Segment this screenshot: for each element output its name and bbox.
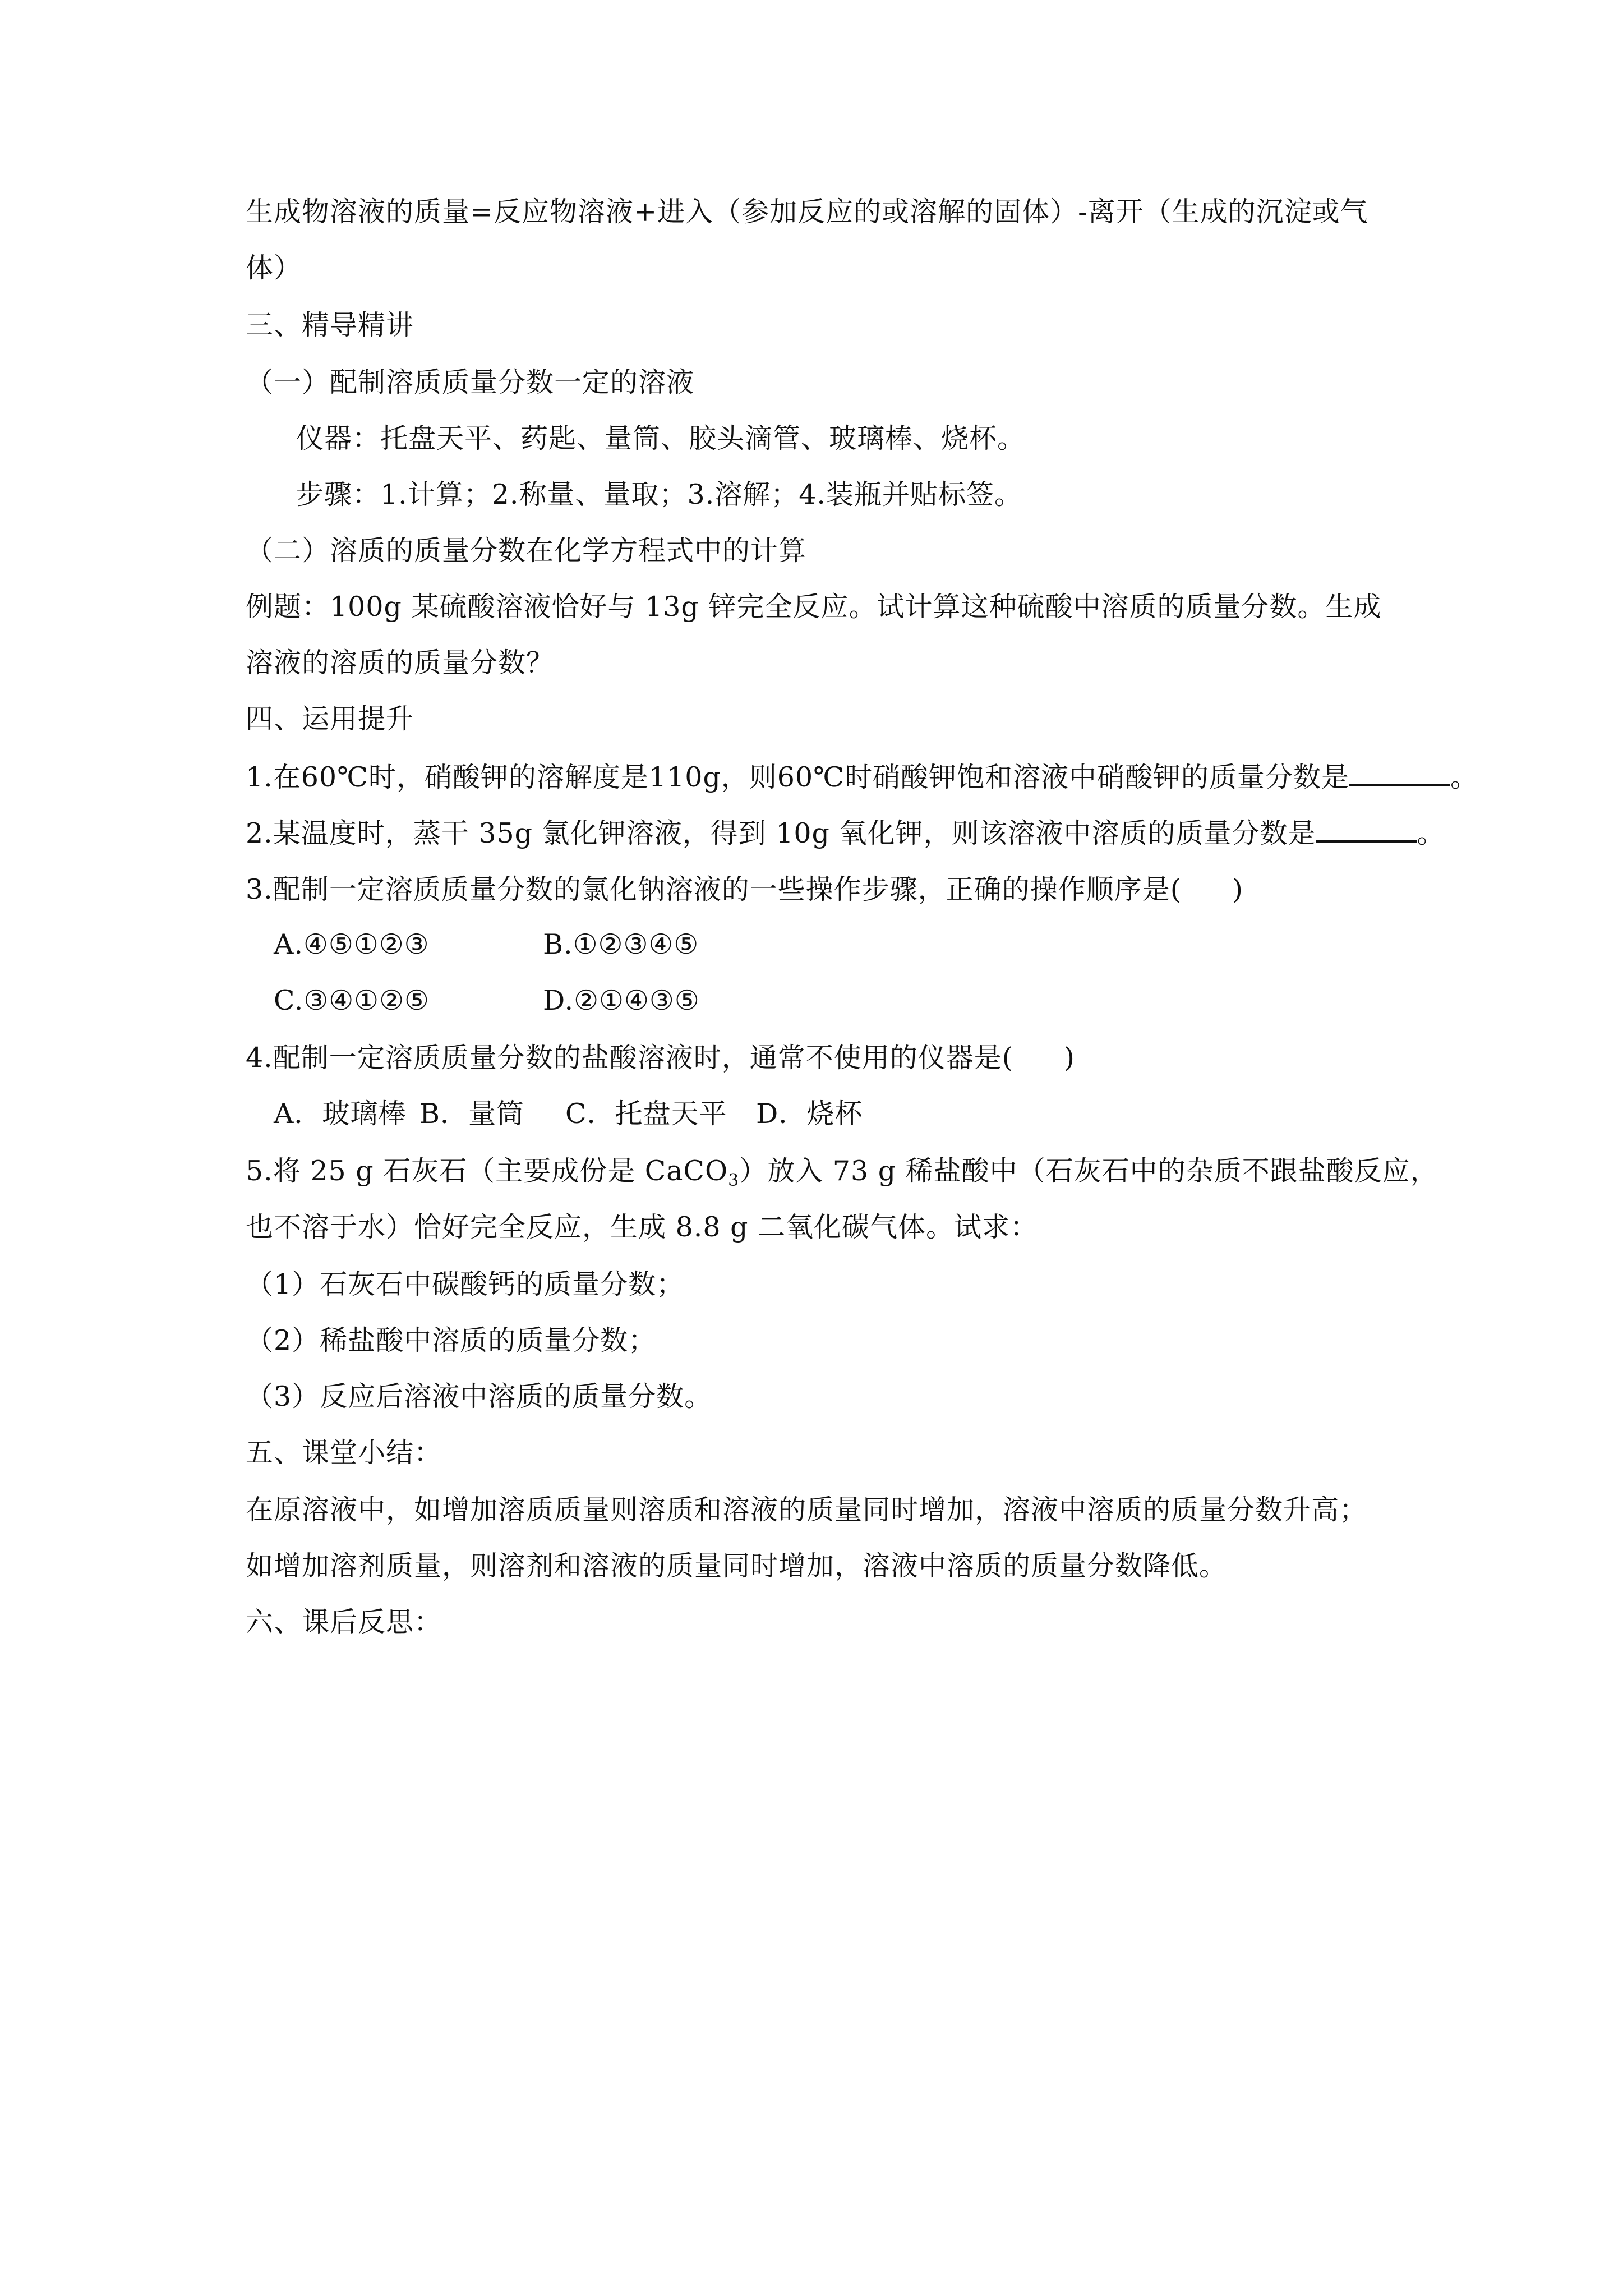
text-line: 仪器：托盘天平、药匙、量筒、胶头滴管、玻璃棒、烧杯。 <box>296 422 1026 454</box>
question-end: ) <box>1063 1042 1075 1074</box>
section-heading: 五、课堂小结： <box>246 1437 442 1469</box>
question-text: 4.配制一定溶质质量分数的盐酸溶液时，通常不使用的仪器是( <box>246 1042 1013 1074</box>
question-end: ) <box>1232 873 1243 905</box>
section-heading: 四、运用提升 <box>246 703 414 735</box>
subsection-heading: （二）溶质的质量分数在化学方程式中的计算 <box>246 535 807 567</box>
sub-question: （3）反应后溶液中溶质的质量分数。 <box>246 1381 713 1412</box>
option-c: C.③④①②⑤ <box>274 984 430 1016</box>
option-d: D.②①④③⑤ <box>543 984 700 1016</box>
question-end: 。 <box>1417 817 1445 849</box>
question-end: 。 <box>1450 761 1478 793</box>
text-line: 在原溶液中，如增加溶质质量则溶质和溶液的质量同时增加，溶液中溶质的质量分数升高； <box>246 1494 1368 1526</box>
option-b: B.①②③④⑤ <box>543 928 699 960</box>
question-1 <box>246 760 1478 794</box>
text-line: 例题：100g 某硫酸溶液恰好与 13g 锌完全反应。试计算这种硫酸中溶质的质量分数。生成 <box>246 591 1382 623</box>
option-d: D．烧杯 <box>756 1098 863 1130</box>
text-line: 体） <box>246 252 302 284</box>
option-a: A.④⑤①②③ <box>274 928 430 960</box>
section-heading: 六、课后反思： <box>246 1606 442 1638</box>
option-b: B．量筒 <box>419 1098 525 1130</box>
question-text: 3.配制一定溶质质量分数的氯化钠溶液的一些操作步骤，正确的操作顺序是( <box>246 873 1182 905</box>
text-line: 也不溶于水）恰好完全反应，生成 8.8 g 二氧化碳气体。试求： <box>246 1211 1039 1243</box>
question-text: ）放入 73 g 稀盐酸中（石灰石中的杂质不跟盐酸反应， <box>739 1155 1438 1187</box>
answer-blank <box>1316 816 1417 843</box>
text-line: 溶液的溶质的质量分数？ <box>246 647 555 679</box>
text-line: 生成物溶液的质量=反应物溶液+进入（参加反应的或溶解的固体）-离开（生成的沉淀或气 <box>246 196 1368 228</box>
text-line: 步骤：1.计算；2.称量、量取；3.溶解；4.装瓶并贴标签。 <box>296 478 1023 510</box>
question-text: 5.将 25 g 石灰石（主要成份是 CaCO <box>246 1155 728 1187</box>
subscript: 3 <box>728 1171 740 1190</box>
subsection-heading: （一）配制溶质质量分数一定的溶液 <box>246 366 695 398</box>
question-text: 1.在60℃时，硝酸钾的溶解度是110g，则60℃时硝酸钾饱和溶液中硝酸钾的质量分数是 <box>246 761 1349 793</box>
question-5 <box>246 1154 1438 1188</box>
sub-question: （2）稀盐酸中溶质的质量分数； <box>246 1324 657 1356</box>
question-text: 2.某温度时，蒸干 35g 氯化钾溶液，得到 10g 氧化钾，则该溶液中溶质的质量分数是 <box>246 817 1316 849</box>
text-line: 如增加溶剂质量，则溶剂和溶液的质量同时增加，溶液中溶质的质量分数降低。 <box>246 1550 1228 1582</box>
question-3 <box>246 873 1243 907</box>
option-a: A．玻璃棒 <box>274 1098 407 1130</box>
question-2 <box>246 816 1445 850</box>
answer-blank <box>1349 760 1450 786</box>
sub-question: （1）石灰石中碳酸钙的质量分数； <box>246 1268 685 1300</box>
question-4 <box>246 1041 1075 1075</box>
option-c: C．托盘天平 <box>565 1098 727 1130</box>
section-heading: 三、精导精讲 <box>246 309 414 341</box>
